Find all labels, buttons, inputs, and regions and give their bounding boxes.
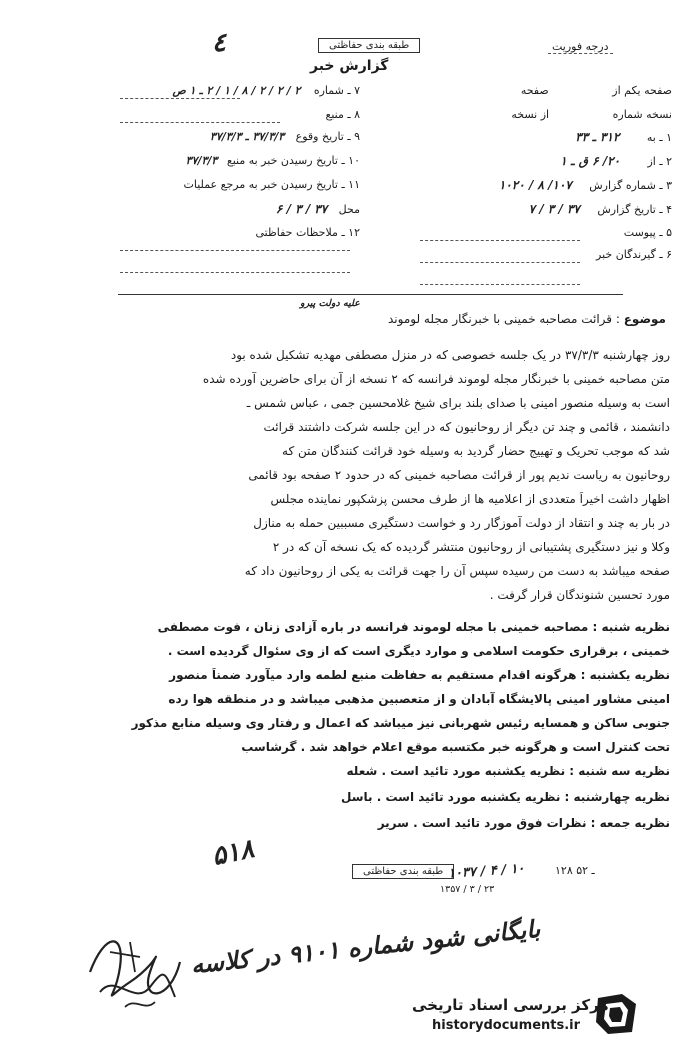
form-left-row [120,178,360,191]
opinion-line: نظریه سه شنبه : نظریه یکشنبه مورد تائید است . شعله [346,764,670,778]
body-line: روحانیون به ریاست ندیم پور از قرائت مصاحبه خمینی که در حدود ۲ صفحه بود قائمی [248,468,670,482]
form-label: ۹ ـ تاریخ وقوع [295,130,360,143]
fill-line [120,250,350,251]
opinion-line: امینی مشاور امینی پالایشگاه آبادان و از متعصبین مذهبی میباشد و در منطقه هوا رده [168,692,670,706]
form-value: ۲ / ۲ / ۲ / ۸ / ۱ / ۲ ـ ۱ ص [172,84,301,97]
body-line: روز چهارشنبه ۳۷/۳/۳ در یک جلسه خصوصی که در منزل مصطفی مهدیه تشکیل شده بود [230,348,670,362]
form-value: ۱۰۷/ ۸ / ۱۰۲۰ [498,178,572,192]
body-line: متن مصاحبه خمینی با خبرنگار مجله لوموند فرانسه که ۲ نسخه از آن برای حاضرین آورده شده [202,372,670,386]
body-line: مورد تحسین شنوندگان قرار گرفت . [489,588,670,602]
form-left-row [120,108,360,121]
form-label: ۲ ـ از [647,155,672,168]
opinion-line: خمینی ، برقراری حکومت اسلامی و موارد دیگری است که از وی سئوال گردیده است . [167,644,670,658]
form-label: ۶ ـ گیرندگان خبر [596,248,672,261]
form-right-row [362,154,672,168]
fill-line [420,284,580,285]
signature-scribble [80,912,190,1022]
form-value: ۳۷ / ۳ / ۷ [528,202,580,216]
form-left-row [120,154,360,167]
form-label: نسخه شماره [612,108,672,121]
urgency-label: درجه فوریت [548,40,613,54]
form-label: ۳ ـ شماره گزارش [589,179,672,192]
body-line: دانشمند ، قائمی و چند تن دیگر از روحانیون که در این جلسه شرکت داشتند قرائت [263,420,670,434]
form-label: ۴ ـ تاریخ گزارش [597,203,672,216]
form-left-row [120,84,360,97]
fill-line [420,240,580,241]
body-line: صفحه میباشد به دست من رسیده سپس آن را جهت قرائت به یکی از روحانیون داد که [244,564,670,578]
body-line: در بار به چند و انتقاد از دولت آموزگار رد و خواست دستگیری مسببین حمله به منازل [253,516,670,530]
file-number: ۱۲۸ ـ ۵۲ [555,864,595,877]
form-label: ۱۲ ـ ملاحظات حفاظتی [255,226,360,239]
form-label: ۱۱ ـ تاریخ رسیدن خبر به مرجع عملیات [183,178,360,191]
handwritten-archive-note: بایگانی شود شماره ۹۱۰۱ در کلاسه [189,913,542,980]
form-value: ۳۷/۳/۳ [185,154,218,167]
subject-insert: علیه دولت پیرو [300,298,360,309]
form-value: از نسخه [511,108,550,121]
form-right-row [362,248,672,261]
subject-text: قرائت مصاحبه خمینی با خبرنگار مجله لوموند [387,312,613,326]
classification-stamp-top: طبقه بندی حفاظتی [318,38,420,53]
watermark-url: historydocuments.ir [432,1018,581,1033]
subject-label: موضوع [623,312,666,326]
form-right-row [362,130,672,144]
form-label: ۱۰ ـ تاریخ رسیدن خبر به منبع [226,154,360,167]
form-label: ۱ ـ به [646,131,672,144]
form-value: ۳۷/۳/۳ ـ ۳۷/۳/۳ [209,130,285,143]
subject-line: موضوع : قرائت مصاحبه خمینی با خبرنگار مجله لوموند [387,312,666,326]
margin-note: ۵۱۸ [209,833,257,873]
form-left-row [120,130,360,143]
fill-line [120,122,280,123]
page-number-handwritten: ٤ [212,28,226,58]
fill-line [120,98,240,99]
form-right-row [362,202,672,216]
body-line: است به وسیله منصور امینی با صدای بلند برای شیخ غلامحسین جمی ، عباس شمس ـ [246,396,670,410]
body-line: شد که موجب تحریک و تهییج حضار گردید به وسیله خود قرائت کنندگان متن که [282,444,670,458]
form-right-row [362,84,672,97]
form-right-row [362,226,672,239]
form-right-row [362,108,672,121]
form-value: ۳۱۲ ـ ۳۳ [575,130,620,144]
opinion-line: نظریه یکشنبه : هرگونه اقدام مستقیم به حفاظت منبع لطمه وارد میآورد ضمناً منصور [169,668,670,682]
opinion-line: نظریه چهارشنبه : نظریه یکشنبه مورد تائید است . باسل [341,790,670,804]
body-line: وکلا و نیز دستگیری پشتیبانی از روحانیون منتشر گردیده که یک نسخه آن که در ۲ [272,540,670,554]
opinion-line: نظریه جمعه : نظرات فوق مورد تائید است . سریر [377,816,670,830]
form-label: ۸ ـ منبع [325,108,360,121]
opinion-line: تحت کنترل است و هرگونه خبر مکتسبه موقع اعلام خواهد شد . گرشاسب [241,740,670,754]
report-title: گزارش خبر [310,58,389,74]
classification-stamp-bottom: طبقه بندی حفاظتی [352,864,454,879]
body-line: اظهار داشت اخیراً متعددی از اعلامیه ها از طرف محسن پزشکپور نماینده مجلس [270,492,670,506]
form-left-row [120,226,360,239]
fill-line [120,272,350,273]
stamp-number: ۱۰۳۷ / ۴ / ۱۰ [447,861,525,882]
opinion-line: جنوبی ساکن و همسایه رئیس شهربانی نیز میباشد که اعمال و رفتار وی وسیله منابع مذکور [131,716,670,730]
form-left-row [120,202,360,216]
opinion-line: نظریه شنبه : مصاحبه خمینی با مجله لوموند فرانسه در باره آزادی زنان ، فوت مصطفی [157,620,670,634]
fill-line [420,262,580,263]
stamp-date: ۱۳۵۷ / ۳ / ۲۳ [440,884,495,895]
form-label: محل [338,203,360,216]
form-label: صفحه یکم از [612,84,672,97]
form-label: ۷ ـ شماره [313,84,360,97]
watermark-name: مرکز بررسی اسناد تاریخی [412,996,609,1014]
form-right-row [362,178,672,192]
form-value: صفحه [520,84,549,97]
form-value: ۳۷ / ۳ / ۶ [275,202,328,216]
form-value: ۲۰/ ۶ ق ـ ۱ [560,154,620,168]
header-separator [118,294,623,295]
form-label: ۵ ـ پیوست [623,226,672,239]
